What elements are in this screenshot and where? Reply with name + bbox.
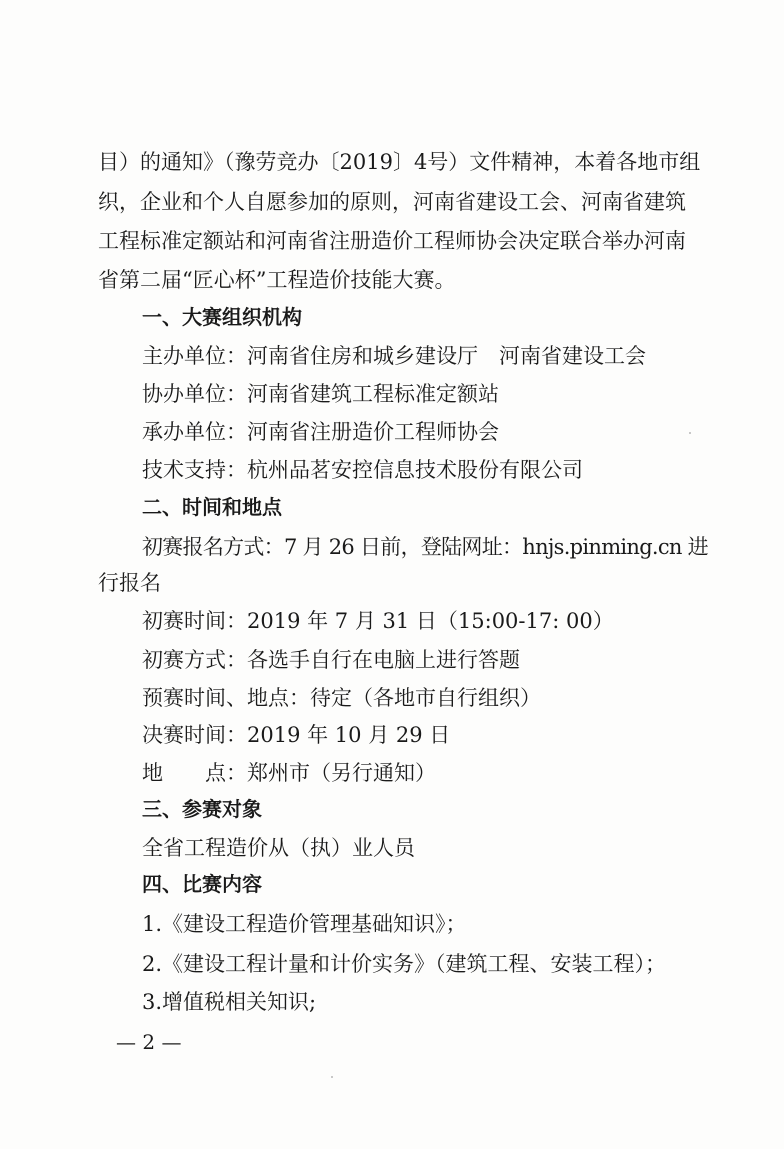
content-item-2: 2.《建设工程计量和计价实务》（建筑工程、安装工程）；	[142, 952, 667, 976]
location: 地 点：郑州市（另行通知）	[142, 761, 436, 785]
final-time: 决赛时间：2019 年 10 月 29 日	[142, 723, 451, 747]
section-3-heading: 三、参赛对象	[142, 797, 262, 821]
prelim-method: 初赛方式：各选手自行在电脑上进行答题	[142, 648, 520, 672]
section-2-heading: 二、时间和地点	[142, 495, 282, 519]
semifinal-info: 预赛时间、地点：待定（各地市自行组织）	[142, 686, 541, 710]
content-item-1: 1.《建设工程造价管理基础知识》；	[142, 912, 467, 936]
participants: 全省工程造价从（执）业人员	[142, 836, 415, 860]
intro-line-2: 织，企业和个人自愿参加的原则，河南省建设工会、河南省建筑	[98, 190, 686, 214]
registration-line-1: 初赛报名方式：7 月 26 日前，登陆网址：hnjs.pinming.cn 进	[142, 535, 708, 559]
tech-support: 技术支持：杭州品茗安控信息技术股份有限公司	[142, 458, 583, 482]
section-4-heading: 四、比赛内容	[142, 872, 262, 896]
host-unit: 主办单位：河南省住房和城乡建设厅 河南省建设工会	[142, 344, 646, 368]
intro-line-4: 省第二届“匠心杯”工程造价技能大赛。	[98, 268, 456, 292]
intro-line-1	[98, 148, 706, 176]
registration-line-2: 行报名	[98, 571, 161, 595]
intro-line-1-text: 目）的通知》（豫劳竞办〔2019〕4号）文件精神，本着各地市组	[98, 150, 701, 174]
section-1-heading: 一、大赛组织机构	[142, 305, 302, 329]
scan-speck	[689, 432, 691, 434]
content-item-3: 3.增值税相关知识;	[142, 990, 317, 1014]
intro-line-3: 工程标准定额站和河南省注册造价工程师协会决定联合举办河南	[98, 229, 686, 253]
prelim-time: 初赛时间：2019 年 7 月 31 日（15:00-17: 00）	[142, 609, 614, 633]
page-number: — 2 —	[116, 1030, 182, 1054]
organizer-unit: 承办单位：河南省注册造价工程师协会	[142, 420, 499, 444]
co-host-unit: 协办单位：河南省建筑工程标准定额站	[142, 382, 499, 406]
scan-speck	[331, 1076, 333, 1078]
